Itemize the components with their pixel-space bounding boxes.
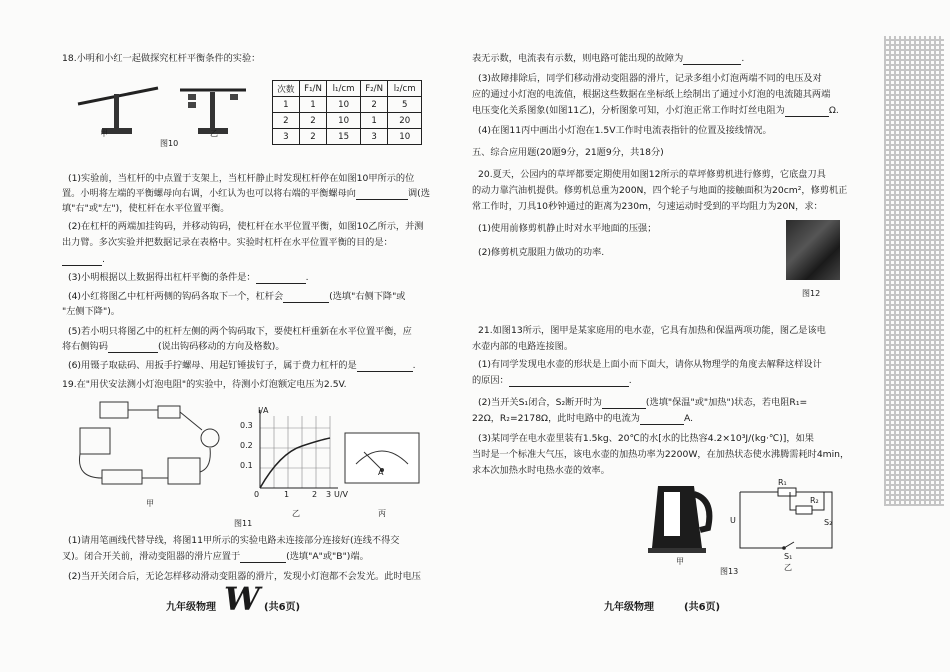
q21-p1b: 的原因： — [472, 375, 509, 386]
table-cell: 10 — [327, 97, 361, 113]
ytick-1: 0.2 — [240, 441, 253, 450]
circuit-u: U — [730, 516, 736, 525]
q18-p5b: 将右侧钩码 — [62, 341, 108, 352]
table-cell: 5 — [388, 97, 422, 113]
graph-xlabel: U/V — [334, 490, 349, 499]
table-cell: 10 — [388, 129, 422, 145]
lawnmower-photo — [786, 220, 840, 280]
q19-p3b: 应的通过小灯泡的电流值，根据这些数据在坐标纸上绘制出了通过小灯泡的电流随其两端 — [472, 89, 831, 100]
q20-s1: (1)使用前修剪机静止时对水平地面的压强； — [478, 223, 657, 234]
table-cell: 20 — [388, 113, 422, 129]
answer-blank[interactable] — [602, 397, 646, 409]
fig11-jia: 甲 — [146, 499, 154, 508]
q19-p3c-tail: Ω. — [828, 105, 839, 116]
ytick-0: 0.3 — [240, 421, 253, 430]
q18-p2a: (2)在杠杆的两端加挂钩码，并移动钩码，使杠杆在水平位置平衡，如图10乙所示，并测 — [68, 221, 424, 232]
q19-stem: 19.在"用伏安法测小灯泡电阻"的实验中，待测小灯泡额定电压为2.5V. — [62, 379, 347, 390]
answer-blank[interactable] — [62, 254, 102, 266]
fig10-jia: 甲 — [100, 129, 108, 138]
table-cell: 15 — [327, 129, 361, 145]
kettle-circuit — [734, 482, 838, 558]
q19-p3a: (3)故障排除后，同学们移动滑动变阻器的滑片，记录多组小灯泡两端不同的电压及对 — [478, 73, 822, 84]
fig11-caption: 图11 — [234, 519, 253, 528]
q21-l1: 21.如图13所示，图甲是某家庭用的电水壶，它具有加热和保温两项功能，图乙是该电 — [478, 325, 826, 336]
fig11-yi: 乙 — [292, 509, 300, 518]
q18-p1b-tail: 调(选 — [408, 188, 430, 199]
circuit-s1: S₁ — [784, 552, 793, 561]
xtick-0: 0 — [254, 490, 260, 499]
answer-blank[interactable] — [240, 551, 286, 563]
left-page: 18.小明和小红一起做探究杠杆平衡条件的实验： 甲 乙 图10 次数 F₁/N l₁/cm F₂/N l₂/cm 1 1 10 2 5 2 2 10 1 20 3 2 15 3 10 (1)实验前，当杠杆的中点置于支架上，当杠杆静止时发现杠杆停在如图10甲所示的位 置。小明将左端的平衡螺母向右调，小红认为也可以将右端的平衡螺母向 调(选 填"右"或"左")，使杠杆在水平位置平衡。 (2)在杠杆的两端加挂钩码，并移动钩码，使杠杆在水平位置平衡，如图10乙所示，并测 出力臂。多次实验并把数据记录在表格中。实验时杠杆在水平位置平衡的目的是： . (3)小明根据以上数据得出杠杆平衡的条件是： . (4)小红将图乙中杠杆两侧的钩码各取下一个，杠杆会 (选填"右侧下降"或 "左侧下降")。 (5)若小明只将图乙中的杠杆左侧的两个钩码取下，要使杠杆重新在水平位置平衡，应 将右侧钩码 (说出钩码移动的方向及格数)。 (6)用镊子取砝码、用扳手拧螺母、用起钉锤拔钉子，属于费力杠杆的是 . 19.在"用伏安法测小灯泡电阻"的实验中，待测小灯泡额定电压为2.5V. 甲 I/A 0.3 0.2 0.1 0 1 2 3 U/V 乙 A 丙 图11 (1)请用笔画线代替导线，将图11甲所示的实验电路未连接部分连接好(连线不得交 叉)。闭合开关前，滑动变阻器的滑片应置于 (选填"A"或"B")端。 (2)当开关闭合后，无论怎样移动滑动变阻器的滑片，发现小灯泡都不会发光。此时电压 九年级物理 W (共6页) — [62, 53, 430, 618]
table-header-cell: l₂/cm — [388, 81, 422, 97]
table-row — [273, 113, 422, 129]
meter-label: A — [378, 468, 384, 477]
table-header-cell: l₁/cm — [327, 81, 361, 97]
q19-p2b: 表无示数，电流表有示数，则电路可能出现的故障为 — [472, 53, 684, 64]
q20-l2: 的动力靠汽油机提供。修剪机总重为200N，四个轮子与地面的接触面积为20cm²，修剪机正 — [472, 185, 848, 196]
q18-p4a-tail: (选填"右侧下降"或 — [329, 291, 406, 302]
q19-p2a: (2)当开关闭合后，无论怎样移动滑动变阻器的滑片，发现小灯泡都不会发光。此时电压 — [68, 571, 421, 582]
q20-s2: (2)修剪机克服阻力做功的功率. — [478, 247, 605, 258]
q19-p3c: 电压变化关系图象(如图11乙)，分析图象可知，小灯泡正常工作时灯丝电阻为 — [472, 105, 785, 116]
table-cell: 2 — [299, 113, 327, 129]
q18-p5a: (5)若小明只将图乙中的杠杆左侧的两个钩码取下，要使杠杆重新在水平位置平衡，应 — [68, 326, 412, 337]
q21-l2: 水壶内部的电路连接图。 — [472, 341, 574, 352]
q18-p4b: "左侧下降")。 — [62, 306, 120, 317]
answer-blank[interactable] — [357, 360, 413, 372]
q21-p2a: (2)当开关S₁闭合，S₂断开时为 — [478, 397, 602, 408]
table-cell: 3 — [273, 129, 300, 145]
fig13-caption: 图13 — [720, 567, 739, 576]
footer-right-subject: 九年级物理 — [604, 602, 654, 613]
table-cell: 2 — [360, 97, 388, 113]
q18-p3: (3)小明根据以上数据得出杠杆平衡的条件是： — [68, 272, 256, 283]
answer-blank[interactable] — [356, 188, 408, 200]
q21-p3b: 当时是一个标准大气压，该电水壶的加热功率为2200W，在加热状态使水沸腾需耗时4min， — [472, 449, 850, 460]
table-cell: 2 — [299, 129, 327, 145]
q21-p1a: (1)有同学发现电水壶的形状是上面小而下面大，请你从物理学的角度去解释这样设计 — [478, 359, 822, 370]
xtick-3: 3 — [326, 490, 332, 499]
fig13-yi: 乙 — [784, 563, 792, 572]
table-row — [273, 97, 422, 113]
table-cell: 3 — [360, 129, 388, 145]
q18-p6: (6)用镊子取砝码、用扳手拧螺母、用起钉锤拔钉子，属于费力杠杆的是 — [68, 360, 357, 371]
answer-blank[interactable] — [785, 105, 829, 117]
iu-graph — [240, 408, 350, 500]
circuit-figure — [72, 398, 234, 498]
answer-blank[interactable] — [108, 341, 158, 353]
q18-stem: 18.小明和小红一起做探究杠杆平衡条件的实验： — [62, 53, 261, 64]
table-cell: 1 — [273, 97, 300, 113]
q18-p2b: 出力臂。多次实验并把数据记录在表格中。实验时杠杆在水平位置平衡的目的是： — [62, 237, 393, 248]
right-page: 表无示数，电流表有示数，则电路可能出现的故障为 . (3)故障排除后，同学们移动滑动变阻器的滑片，记录多组小灯泡两端不同的电压及对 应的通过小灯泡的电流值，根据这些数据在坐标纸上绘制出了通过小灯泡的电流随其两端 电压变化关系图象(如图11乙)，分析图象可知，小灯泡正常工作时灯丝电阻为 Ω. (4)在图11丙中画出小灯泡在1.5V工作时电流表指针的位置及接线情况。 五、综合应用题(20题9分，21题9分，共18分) 20.夏天，公园内的草坪都要定期使用如图12所示的草坪修剪机进行修剪，它底盘刀具 的动力靠汽油机提供。修剪机总重为200N，四个轮子与地面的接触面积为20cm²，修剪机正 常工作时，刀具10秒钟通过的距离为230m，匀速运动时受到的平均阻力为20N，求： (1)使用前修剪机静止时对水平地面的压强； (2)修剪机克服阻力做功的功率. 图12 21.如图13所示，图甲是某家庭用的电水壶，它具有加热和保温两项功能，图乙是该电 水壶内部的电路连接图。 (1)有同学发现电水壶的形状是上面小而下面大，请你从物理学的角度去解释这样设计 的原因： . (2)当开关S₁闭合，S₂断开时为 (选填"保温"或"加热")状态，若电阻R₁= 22Ω，R₂=2178Ω，此时电路中的电流为 A. (3)某同学在电水壶里装有1.5kg、20℃的水[水的比热容4.2×10³J/(kg·℃)]，如果 当时是一个标准大气压，该电水壶的加热功率为2200W，在加热状态使水沸腾需耗时4min， 求本次加热水时电热水壶的效率。 甲 R₁ R₂ S₂ U S₁ 乙 图13 九年级物理 (共6页) — [472, 53, 850, 613]
table-header-cell: F₂/N — [360, 81, 388, 97]
table-cell: 1 — [299, 97, 327, 113]
q19-p1a: (1)请用笔画线代替导线，将图11甲所示的实验电路未连接部分连接好(连线不得交 — [68, 535, 400, 546]
q21-p3a: (3)某同学在电水壶里装有1.5kg、20℃的水[水的比热容4.2×10³J/(kg·℃)]，如果 — [478, 433, 814, 444]
table-row — [273, 129, 422, 145]
q20-l1: 20.夏天，公园内的草坪都要定期使用如图12所示的草坪修剪机进行修剪，它底盘刀具 — [478, 169, 826, 180]
ytick-2: 0.1 — [240, 461, 253, 470]
q19-p1b-tail: (选填"A"或"B")端。 — [286, 551, 369, 562]
q20-l3: 常工作时，刀具10秒钟通过的距离为230m，匀速运动时受到的平均阻力为20N，求： — [472, 201, 823, 212]
answer-blank[interactable] — [640, 413, 684, 425]
fig12-caption: 图12 — [802, 289, 821, 298]
q21-p3c: 求本次加热水时电热水壶的效率。 — [472, 465, 610, 476]
xtick-2: 2 — [312, 490, 318, 499]
answer-blank[interactable] — [283, 291, 329, 303]
data-table — [272, 80, 422, 145]
table-header-cell: 次数 — [273, 81, 300, 97]
circuit-s2: S₂ — [824, 518, 833, 527]
circuit-r2: R₂ — [810, 496, 819, 505]
section5-title: 五、综合应用题(20题9分，21题9分，共18分) — [472, 147, 664, 158]
table-cell: 10 — [327, 113, 361, 129]
q21-p2a-tail: (选填"保温"或"加热")状态，若电阻R₁= — [645, 397, 808, 408]
answer-blank[interactable] — [509, 375, 629, 387]
table-header-cell: F₁/N — [299, 81, 327, 97]
xtick-1: 1 — [284, 490, 290, 499]
fig13-jia: 甲 — [676, 557, 684, 566]
q18-p1c: 填"右"或"左")，使杠杆在水平位置平衡。 — [62, 203, 230, 214]
q19-p1b: 叉)。闭合开关前，滑动变阻器的滑片应置于 — [62, 551, 241, 562]
fig10-caption: 图10 — [160, 139, 179, 148]
q19-p4: (4)在图11丙中画出小灯泡在1.5V工作时电流表指针的位置及接线情况。 — [478, 125, 772, 136]
fig11-bing: 丙 — [378, 509, 386, 518]
q18-p1a: (1)实验前，当杠杆的中点置于支架上，当杠杆静止时发现杠杆停在如图10甲所示的位 — [68, 173, 415, 184]
q21-p2b: 22Ω，R₂=2178Ω，此时电路中的电流为 — [472, 413, 640, 424]
table-cell: 2 — [273, 113, 300, 129]
q21-p2b-tail: A. — [683, 413, 693, 424]
circuit-r1: R₁ — [778, 478, 787, 487]
footer-left-subject: 九年级物理 — [166, 602, 216, 613]
fig10-yi: 乙 — [210, 129, 218, 138]
q18-p1b: 置。小明将左端的平衡螺母向右调，小红认为也可以将右端的平衡螺母向 — [62, 188, 356, 199]
kettle-figure — [644, 478, 718, 554]
footer-left-pages: (共6页) — [264, 602, 301, 613]
table-cell: 1 — [360, 113, 388, 129]
graph-ylabel: I/A — [258, 406, 269, 415]
answer-blank[interactable] — [256, 272, 306, 284]
q18-p4a: (4)小红将图乙中杠杆两侧的钩码各取下一个，杠杆会 — [68, 291, 284, 302]
binding-pattern — [884, 36, 944, 506]
footer-mark: W — [224, 580, 260, 618]
q18-p5b-tail: (说出钩码移动的方向及格数)。 — [157, 341, 285, 352]
answer-blank[interactable] — [683, 53, 741, 65]
footer-right-pages: (共6页) — [684, 602, 721, 613]
